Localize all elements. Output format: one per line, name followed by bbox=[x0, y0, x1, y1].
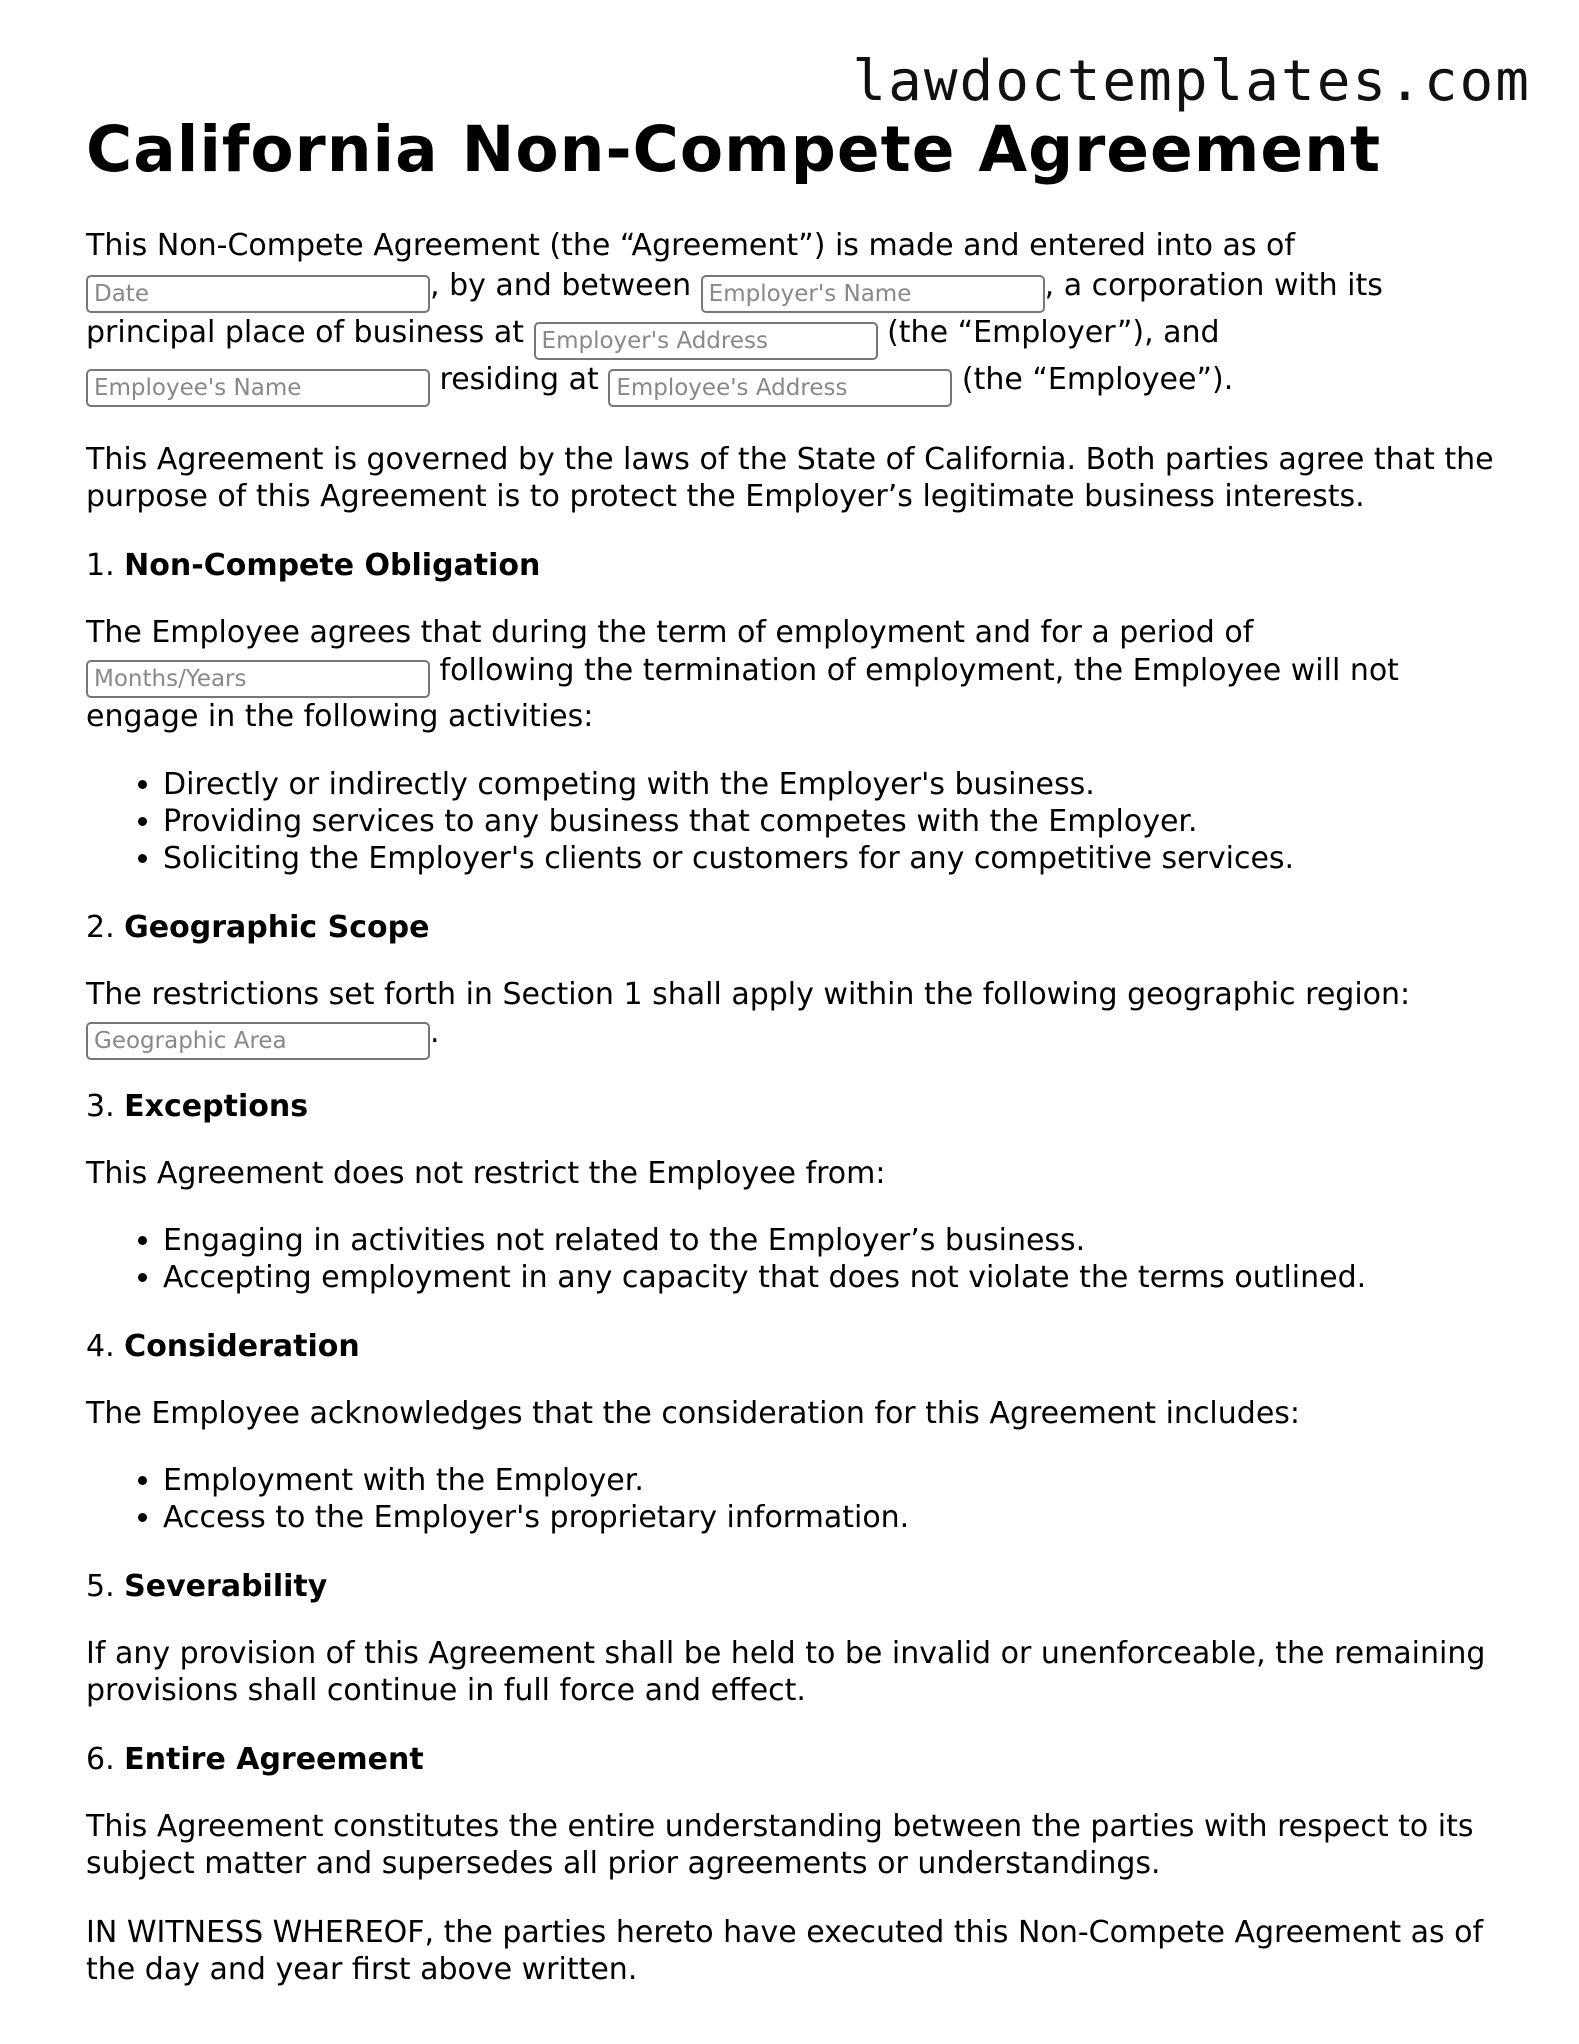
list-item: • Providing services to any business that competes with the Employer. bbox=[163, 803, 1506, 840]
section-1-heading bbox=[86, 547, 1506, 584]
period-field[interactable] bbox=[86, 660, 430, 698]
section-2-heading bbox=[86, 909, 1506, 946]
section-1-text-1: The Employee agrees that during the term of employment and for a period of bbox=[86, 615, 1254, 650]
section-3-number: 3. bbox=[86, 1089, 115, 1124]
section-1-title: Non-Compete Obligation bbox=[124, 548, 541, 583]
employee-address-field[interactable] bbox=[608, 369, 952, 407]
governing-law-paragraph: This Agreement is governed by the laws of the State of California. Both parties agree that the purpose of this Agreement is to protect the Employer’s legitimate business interests. bbox=[86, 442, 1494, 514]
section-2-paragraph bbox=[86, 976, 1506, 1060]
list-item: • Soliciting the Employer's clients or customers for any competitive services. bbox=[163, 840, 1506, 877]
intro-text-4: principal place of business at bbox=[86, 315, 524, 350]
list-item: • Directly or indirectly competing with the Employer's business. bbox=[163, 766, 1506, 803]
watermark: lawdoctemplates.com bbox=[852, 49, 1531, 114]
section-6-number: 6. bbox=[86, 1742, 115, 1777]
intro-text-5: (the “Employer”), and bbox=[887, 315, 1220, 350]
section-5-heading bbox=[86, 1568, 1506, 1605]
section-4-title: Consideration bbox=[124, 1329, 360, 1364]
section-6-paragraph: This Agreement constitutes the entire understanding between the parties with respect to its subject matter and supersedes all prior agreements or understandings. bbox=[86, 1809, 1474, 1881]
section-2-number: 2. bbox=[86, 910, 115, 945]
document-body bbox=[86, 108, 1506, 1988]
employee-name-field[interactable] bbox=[86, 369, 430, 407]
section-4-list bbox=[86, 1462, 1506, 1536]
section-5-number: 5. bbox=[86, 1569, 115, 1604]
section-5-title: Severability bbox=[124, 1569, 328, 1604]
section-1-text-2: following the termination of employment, the Employee will not engage in the following activities: bbox=[86, 653, 1399, 734]
section-3-list bbox=[86, 1222, 1506, 1296]
list-item: • Access to the Employer's proprietary information. bbox=[163, 1499, 1506, 1536]
section-2-text-1: The restrictions set forth in Section 1 shall apply within the following geographic region: bbox=[86, 977, 1411, 1012]
intro-text-2: , by and between bbox=[430, 268, 692, 303]
intro-paragraph bbox=[86, 226, 1506, 407]
section-1-paragraph bbox=[86, 614, 1506, 736]
section-1-list bbox=[86, 766, 1506, 877]
section-3-paragraph: This Agreement does not restrict the Employee from: bbox=[86, 1156, 886, 1191]
list-item: • Engaging in activities not related to the Employer’s business. bbox=[163, 1222, 1506, 1259]
employer-name-field[interactable] bbox=[701, 275, 1045, 313]
intro-text-1: This Non-Compete Agreement (the “Agreement”) is made and entered into as of bbox=[86, 228, 1295, 263]
section-5-paragraph: If any provision of this Agreement shall be held to be invalid or unenforceable, the remaining provisions shall continue in full force and effect. bbox=[86, 1636, 1486, 1708]
section-6-title: Entire Agreement bbox=[124, 1742, 424, 1777]
date-field[interactable] bbox=[86, 275, 430, 313]
intro-text-6: residing at bbox=[439, 362, 599, 397]
intro-text-7: (the “Employee”). bbox=[961, 362, 1234, 397]
section-6-heading bbox=[86, 1741, 1506, 1778]
document-title: California Non-Compete Agreement bbox=[86, 113, 1382, 186]
intro-text-3: , a corporation with its bbox=[1044, 268, 1383, 303]
employer-address-field[interactable] bbox=[534, 322, 878, 360]
section-3-title: Exceptions bbox=[124, 1089, 309, 1124]
section-2-text-2: . bbox=[430, 1015, 440, 1050]
list-item: • Accepting employment in any capacity that does not violate the terms outlined. bbox=[163, 1259, 1506, 1296]
witness-paragraph: IN WITNESS WHEREOF, the parties hereto have executed this Non-Compete Agreement as of the day and year first above written. bbox=[86, 1915, 1484, 1987]
section-4-heading bbox=[86, 1328, 1506, 1365]
section-3-heading bbox=[86, 1088, 1506, 1125]
list-item: • Employment with the Employer. bbox=[163, 1462, 1506, 1499]
geographic-area-field[interactable] bbox=[86, 1022, 430, 1060]
section-4-paragraph: The Employee acknowledges that the consideration for this Agreement includes: bbox=[86, 1396, 1301, 1431]
section-1-number: 1. bbox=[86, 548, 115, 583]
section-4-number: 4. bbox=[86, 1329, 115, 1364]
section-2-title: Geographic Scope bbox=[124, 910, 430, 945]
